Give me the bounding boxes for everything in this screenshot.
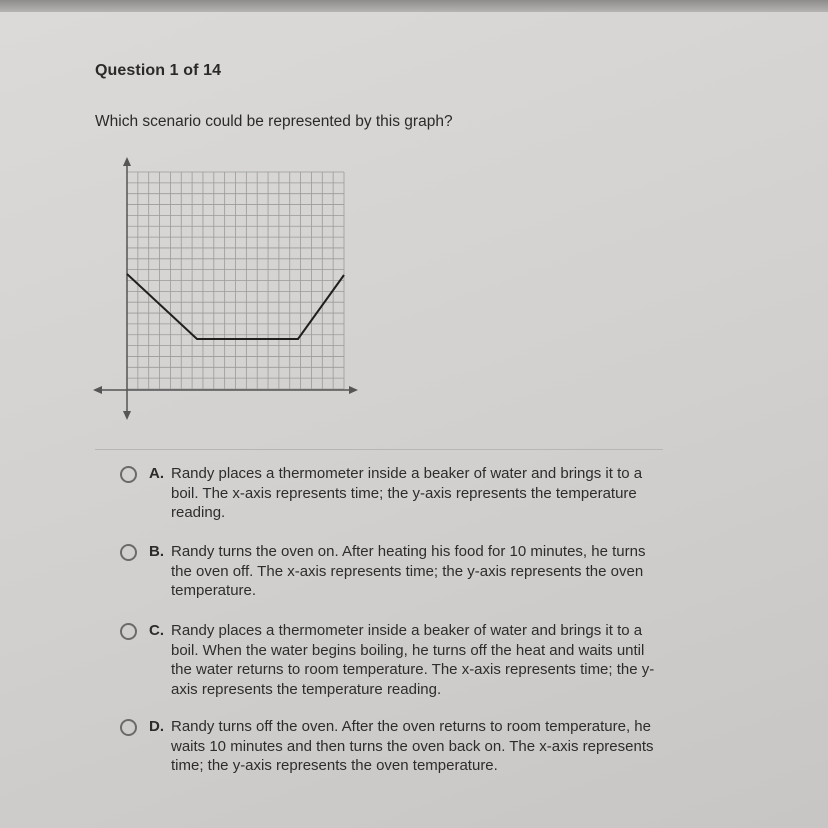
option-c-letter: C. <box>149 622 164 639</box>
option-c-text: Randy places a thermometer inside a beaker of water and brings it to a boil. When the water begins boiling, he turns off the heat and waits until the water returns to room temperature. The x-axis represents time; the y-axis represents the temperature reading. <box>171 622 655 698</box>
option-c[interactable] <box>120 621 680 699</box>
option-d-radio[interactable] <box>120 719 137 736</box>
option-d-letter: D. <box>149 718 164 735</box>
option-b-letter: B. <box>149 543 164 560</box>
question-header: Question 1 of 14 <box>95 62 222 79</box>
question-page <box>0 12 828 828</box>
question-prompt: Which scenario could be represented by this graph? <box>95 113 453 130</box>
option-b[interactable] <box>120 542 680 601</box>
graph-y-axis-top-arrow <box>123 157 131 166</box>
section-divider <box>95 449 663 450</box>
graph-gridlines <box>127 172 344 389</box>
option-c-radio[interactable] <box>120 623 137 640</box>
option-a-radio[interactable] <box>120 466 137 483</box>
option-d-text: Randy turns off the oven. After the oven returns to room temperature, he waits 10 minutes and then turns the oven back on. The x-axis represents time; the y-axis represents the oven temperature. <box>171 718 654 774</box>
graph-y-axis-bottom-arrow <box>123 411 131 420</box>
option-a-letter: A. <box>149 465 164 482</box>
option-b-text: Randy turns the oven on. After heating his food for 10 minutes, he turns the oven off. The x-axis represents time; the y-axis represents the oven temperature. <box>171 543 646 599</box>
option-b-radio[interactable] <box>120 544 137 561</box>
option-a-text: Randy places a thermometer inside a beaker of water and brings it to a boil. The x-axis represents time; the y-axis represents the temperature reading. <box>171 465 643 521</box>
question-graph <box>90 152 370 432</box>
graph-x-axis-left-arrow <box>93 386 102 394</box>
option-d[interactable] <box>120 717 680 776</box>
graph-x-axis-right-arrow <box>349 386 358 394</box>
option-a[interactable] <box>120 464 680 523</box>
